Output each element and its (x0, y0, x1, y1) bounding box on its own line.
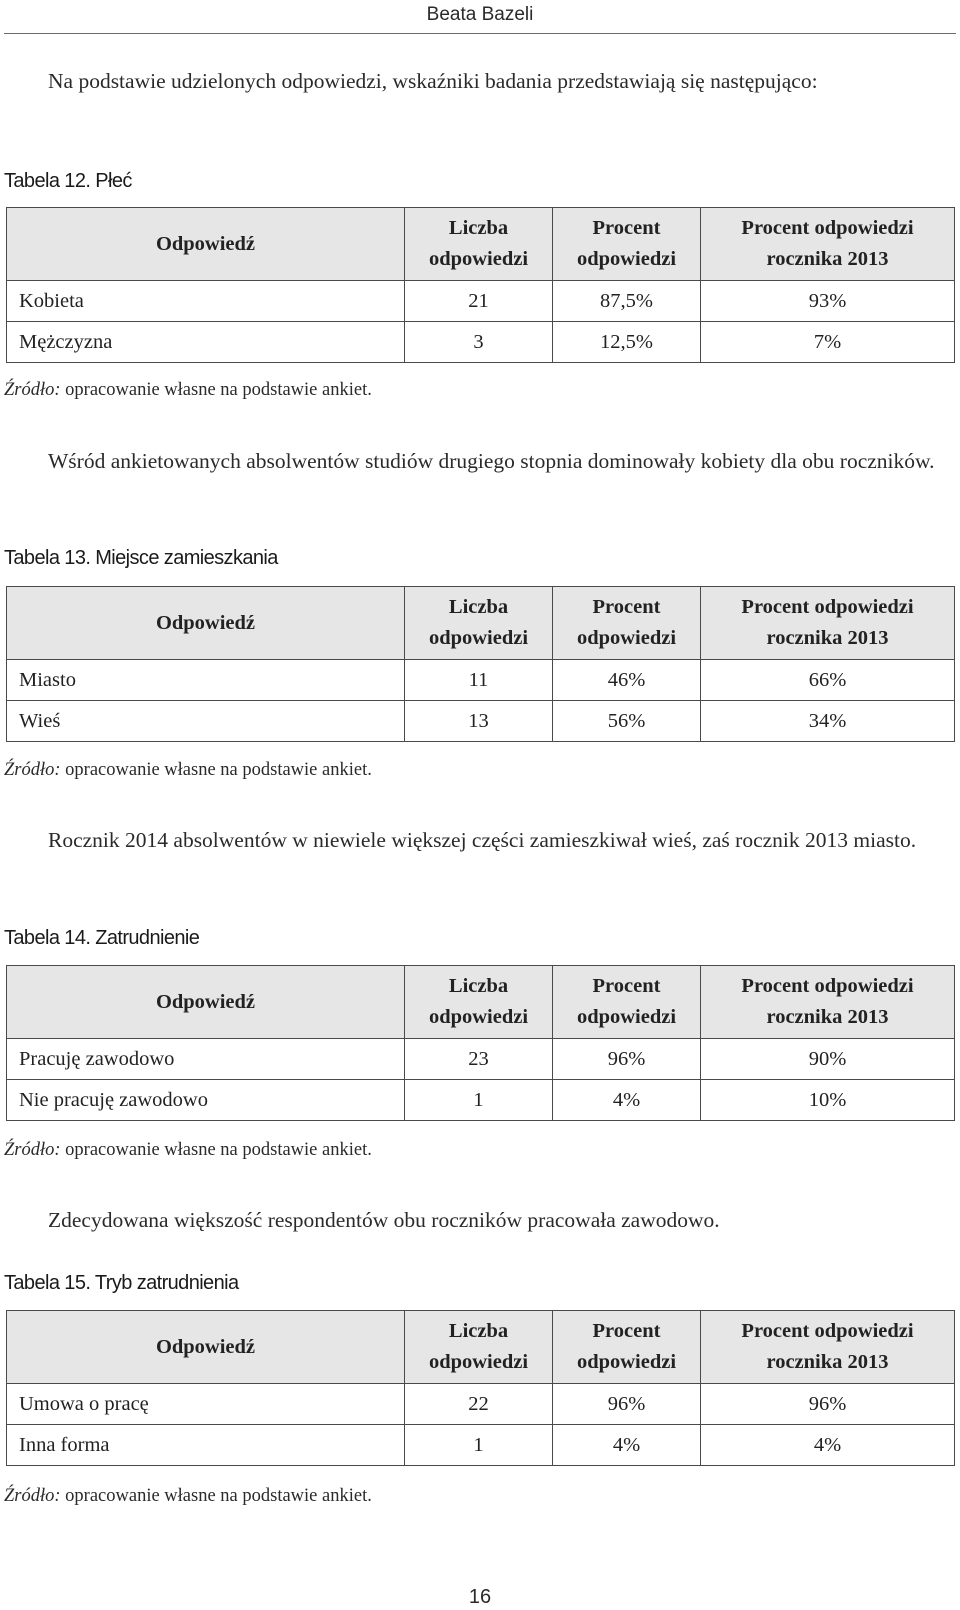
row-count: 21 (405, 281, 553, 322)
col-header-answer: Odpowiedź (7, 1311, 405, 1384)
row-percent-2013: 66% (701, 660, 955, 701)
table-header-row (7, 1311, 955, 1384)
source-text: opracowanie własne na podstawie ankiet. (60, 1486, 372, 1506)
row-label: Pracuję zawodowo (7, 1039, 405, 1080)
col-header-count: Liczba odpowiedzi (405, 1311, 553, 1384)
col-header-percent: Procent odpowiedzi (553, 208, 701, 281)
row-label: Miasto (7, 660, 405, 701)
row-label: Inna forma (7, 1425, 405, 1466)
row-percent: 12,5% (553, 322, 701, 363)
col-header-percent: Procent odpowiedzi (553, 966, 701, 1039)
col-header-percent: Procent odpowiedzi (553, 587, 701, 660)
intro-paragraph: Na podstawie udzielonych odpowiedzi, wskaźniki badania przedstawiają się następująco: (48, 69, 818, 93)
table-row (7, 660, 955, 701)
source-prefix: Źródło: (4, 1486, 61, 1506)
row-count: 22 (405, 1384, 553, 1425)
row-percent: 4% (553, 1425, 701, 1466)
source-text: opracowanie własne na podstawie ankiet. (60, 1140, 372, 1160)
row-percent: 4% (553, 1080, 701, 1121)
table-row (7, 1384, 955, 1425)
row-count: 3 (405, 322, 553, 363)
row-count: 23 (405, 1039, 553, 1080)
row-percent-2013: 93% (701, 281, 955, 322)
source-prefix: Źródło: (4, 380, 61, 400)
table-header-row (7, 208, 955, 281)
row-label: Kobieta (7, 281, 405, 322)
row-percent-2013: 34% (701, 701, 955, 742)
col-header-count: Liczba odpowiedzi (405, 208, 553, 281)
table-14-source (4, 1138, 372, 1162)
row-percent-2013: 7% (701, 322, 955, 363)
source-prefix: Źródło: (4, 1140, 61, 1160)
table-row (7, 322, 955, 363)
row-percent-2013: 10% (701, 1080, 955, 1121)
col-header-answer: Odpowiedź (7, 966, 405, 1039)
row-count: 11 (405, 660, 553, 701)
table-header-row (7, 966, 955, 1039)
row-percent: 56% (553, 701, 701, 742)
row-label: Wieś (7, 701, 405, 742)
table-row (7, 281, 955, 322)
table-13 (6, 586, 955, 742)
table-12-source (4, 378, 372, 402)
table-13-comment: Rocznik 2014 absolwentów w niewiele większej części zamieszkiwał wieś, zaś rocznik 2013 miasto. (48, 828, 917, 852)
table-row (7, 701, 955, 742)
col-header-percent-2013: Procent odpowiedzi rocznika 2013 (701, 966, 955, 1039)
running-header (4, 0, 956, 34)
col-header-count: Liczba odpowiedzi (405, 966, 553, 1039)
row-percent: 87,5% (553, 281, 701, 322)
table-row (7, 1425, 955, 1466)
source-text: opracowanie własne na podstawie ankiet. (60, 760, 372, 780)
col-header-percent: Procent odpowiedzi (553, 1311, 701, 1384)
table-15 (6, 1310, 955, 1466)
col-header-answer: Odpowiedź (7, 587, 405, 660)
col-header-count: Liczba odpowiedzi (405, 587, 553, 660)
author-name: Beata Bazeli (426, 4, 534, 25)
col-header-answer: Odpowiedź (7, 208, 405, 281)
row-percent-2013: 96% (701, 1384, 955, 1425)
row-count: 13 (405, 701, 553, 742)
row-percent: 96% (553, 1039, 701, 1080)
table-13-caption: Tabela 13. Miejsce zamieszkania (4, 547, 278, 569)
table-row (7, 1080, 955, 1121)
source-prefix: Źródło: (4, 760, 61, 780)
row-percent-2013: 90% (701, 1039, 955, 1080)
table-12 (6, 207, 955, 363)
row-percent-2013: 4% (701, 1425, 955, 1466)
col-header-percent-2013: Procent odpowiedzi rocznika 2013 (701, 587, 955, 660)
row-label: Umowa o pracę (7, 1384, 405, 1425)
row-percent: 46% (553, 660, 701, 701)
row-count: 1 (405, 1425, 553, 1466)
table-14 (6, 965, 955, 1121)
table-12-caption: Tabela 12. Płeć (4, 170, 132, 192)
row-percent: 96% (553, 1384, 701, 1425)
table-row (7, 1039, 955, 1080)
page-number: 16 (468, 1586, 492, 1608)
table-14-caption: Tabela 14. Zatrudnienie (4, 927, 200, 949)
col-header-percent-2013: Procent odpowiedzi rocznika 2013 (701, 208, 955, 281)
table-13-source (4, 758, 372, 782)
table-14-comment: Zdecydowana większość respondentów obu roczników pracowała zawodowo. (48, 1208, 720, 1232)
source-text: opracowanie własne na podstawie ankiet. (60, 380, 372, 400)
table-15-caption: Tabela 15. Tryb zatrudnienia (4, 1272, 239, 1294)
row-label: Nie pracuję zawodowo (7, 1080, 405, 1121)
table-header-row (7, 587, 955, 660)
table-15-source (4, 1484, 372, 1508)
col-header-percent-2013: Procent odpowiedzi rocznika 2013 (701, 1311, 955, 1384)
table-12-comment: Wśród ankietowanych absolwentów studiów drugiego stopnia dominowały kobiety dla obu roczników. (48, 449, 935, 473)
row-count: 1 (405, 1080, 553, 1121)
row-label: Mężczyzna (7, 322, 405, 363)
